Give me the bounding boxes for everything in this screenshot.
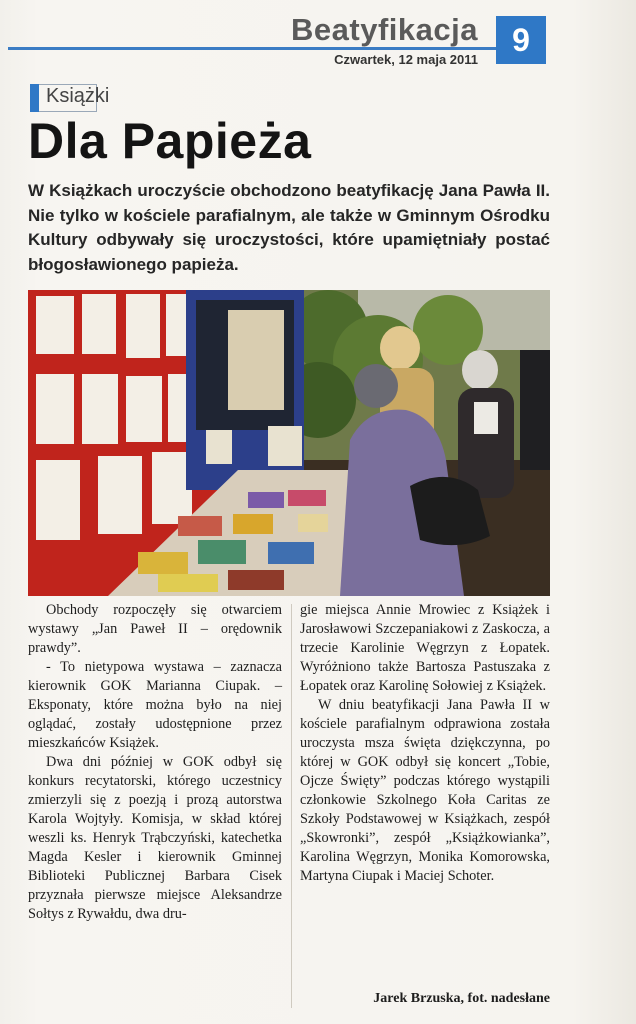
paragraph: W dniu beatyfikacji Jana Pawła II w kościele parafialnym odprawiona została uroczysta msza święta dziękczynna, po której w GOK odbył się koncert „Tobie, Ojcze Święty” podczas którego wystąpili członkowie Szkolnego Koła Caritas ze Szkoły Podstawowej w Książkach, zespół „Skowronki”, zespół „Książkowianka”, Karolina Węgrzyn, Monika Komorowska, Martyna Ciupak i Maciej Schoter. [300,697,550,884]
page-number: 9 [496,16,546,64]
category-marker [30,84,39,112]
paragraph: gie miejsca Annie Mrowiec z Książek i Jarosławowi Szczepaniakowi z Zaskocza, a trzecie Karolinie Węgrzyn z Łopatek. Wyróżniono także Bartosza Pastuszaka z Łopatek oraz Karolinę Sołowiej z Książek. [300,602,550,694]
column-divider [291,604,292,1008]
category-label: Książki [46,85,110,107]
article-column-2 [300,601,550,886]
exhibition-photo-illustration [28,290,550,596]
section-title: Beatyfikacja [291,12,478,47]
article-lead: W Książkach uroczyście obchodzono beatyfikację Jana Pawła II. Nie tylko w kościele parafialnym, ale także w Gminnym Ośrodku Kultury odbywały się uroczystości, które upamiętniały postać błogosławionego papieża. [28,181,550,274]
paragraph: Dwa dni później w GOK odbył się konkurs recytatorski, którego uczestnicy zmierzyli się z poezją i prozą autorstwa Karola Wojtyły. Komisja, w skład której weszli ks. Henryk Trąbczyński, katechetka Magda Kesler i kierownik Gminnej Biblioteki Publicznej Barbara Cisek przyznała pierwsze miejsce Aleksandrze Sołtys z Rywałdu, dwa dru- [28,754,282,922]
paragraph: - To nietypowa wystawa – zaznacza kierownik GOK Marianna Ciupak. – Eksponaty, które można było na niej oglądać, zostały udostępnione przez mieszkańców Książek. [28,659,282,751]
article-byline: Jarek Brzuska, fot. nadesłane [373,991,550,1006]
article-photo [28,290,550,596]
article-headline: Dla Papieża [28,113,312,169]
article-column-1 [28,601,282,924]
paragraph: Obchody rozpoczęły się otwarciem wystawy „Jan Paweł II – orędownik prawdy”. [28,602,282,656]
issue-date: Czwartek, 12 maja 2011 [334,52,478,67]
